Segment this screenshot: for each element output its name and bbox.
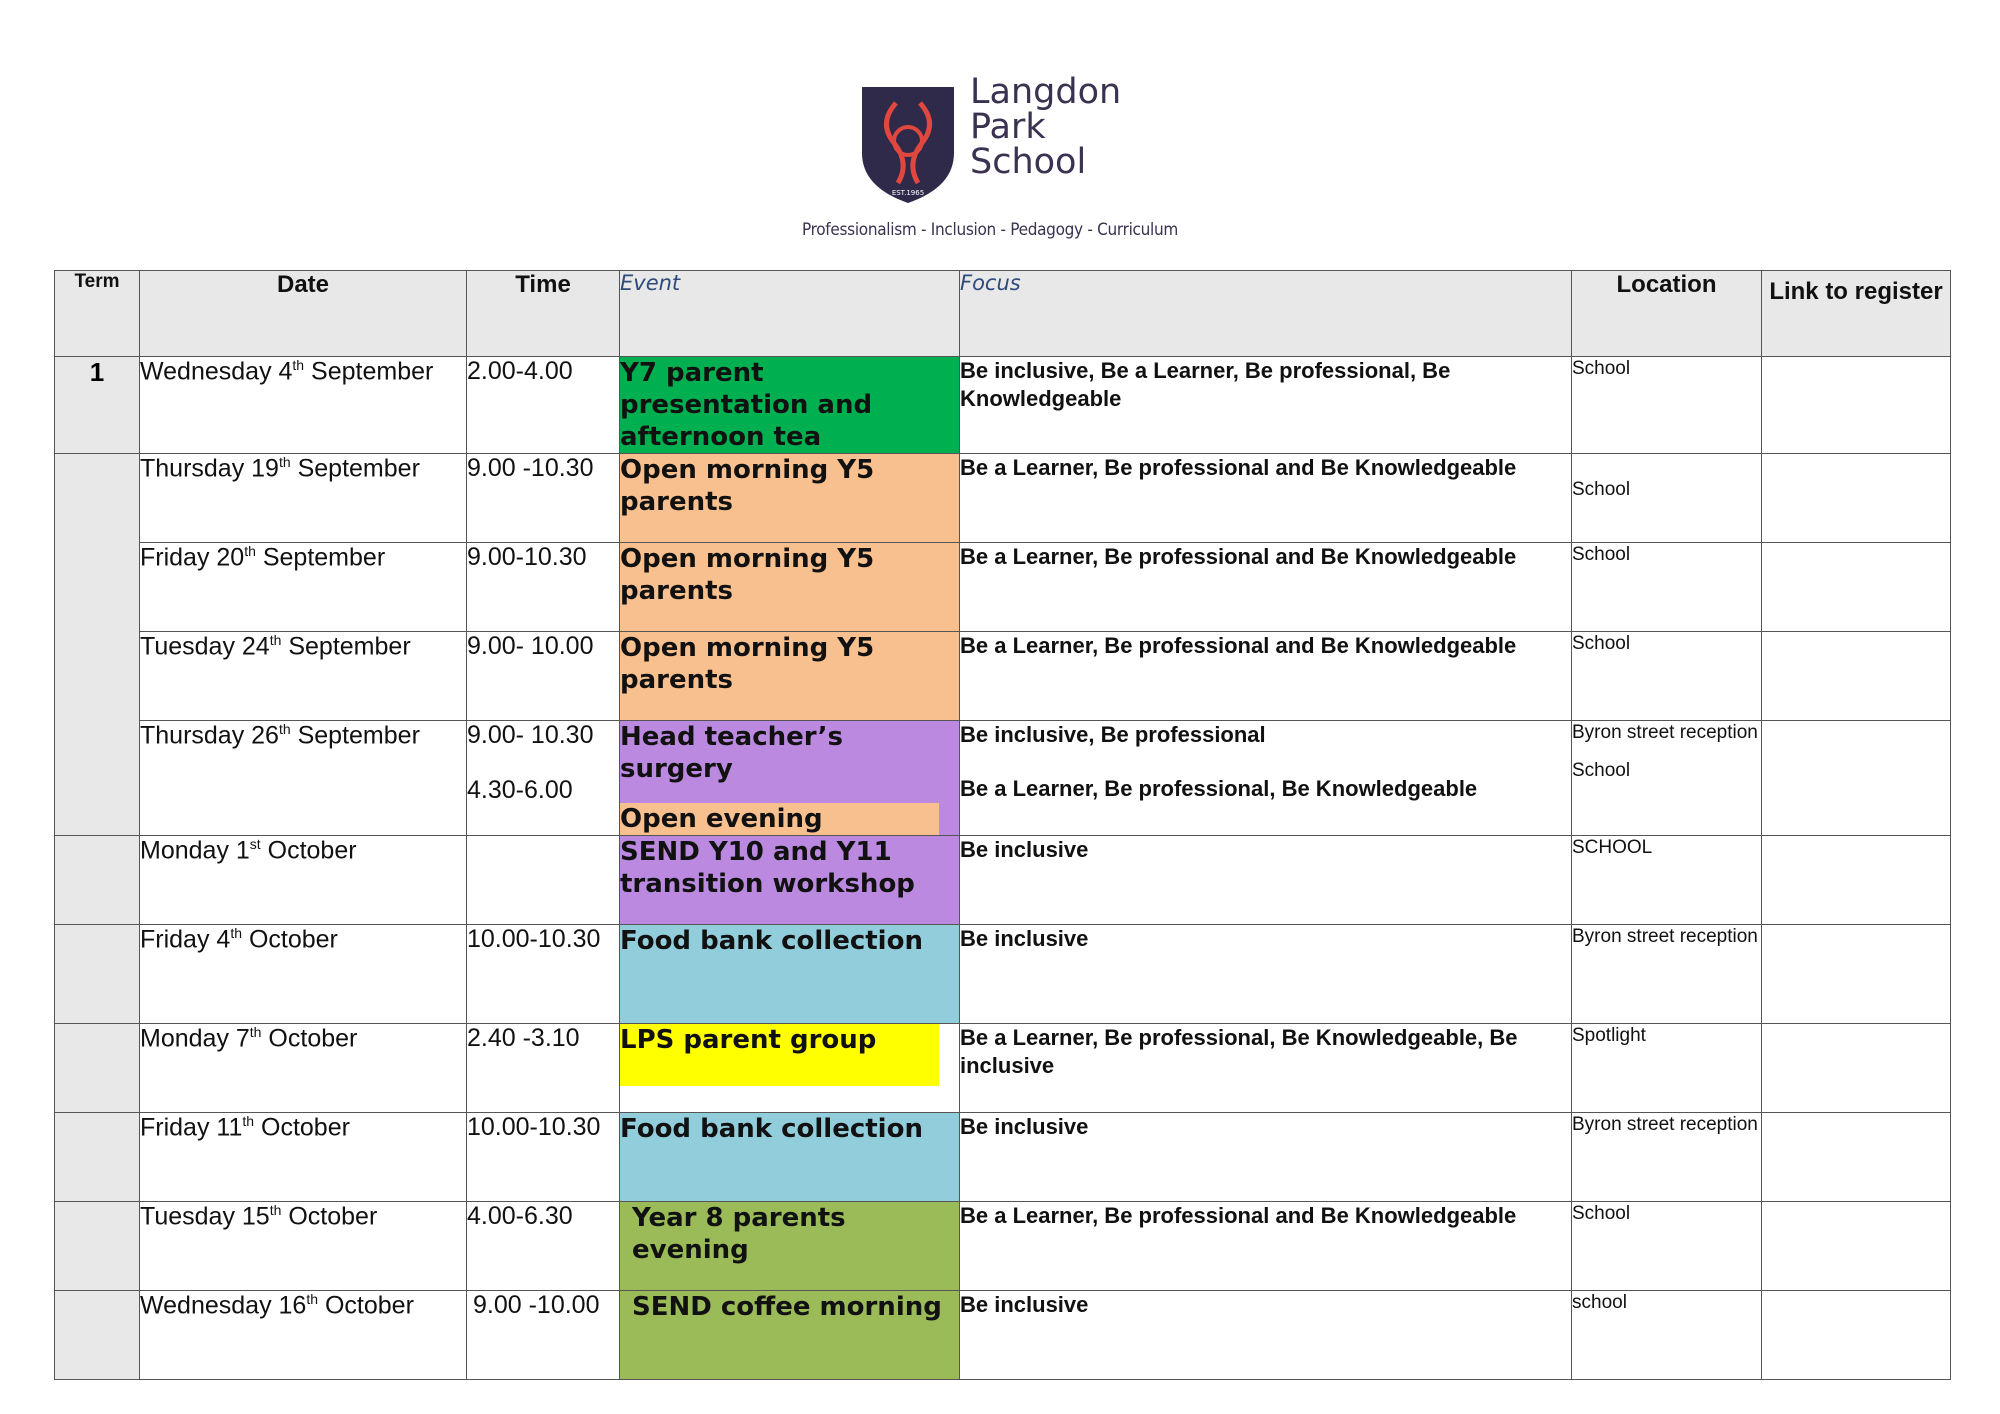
location-cell (1572, 721, 1762, 836)
date-cell: Wednesday 4th September (140, 357, 467, 454)
event-line: Head teacher’s surgery (620, 722, 844, 784)
location-cell: Byron street reception (1572, 925, 1762, 1024)
table-row (55, 1291, 1951, 1380)
register-link-cell[interactable] (1762, 1291, 1951, 1380)
table-row (55, 357, 1951, 454)
register-link-cell[interactable] (1762, 925, 1951, 1024)
focus-cell: Be inclusive (960, 1291, 1572, 1380)
column-header-date: Date (140, 271, 467, 357)
register-link-cell[interactable] (1762, 721, 1951, 836)
event-cell: Open morning Y5 parents (620, 632, 960, 721)
location-cell: Spotlight (1572, 1024, 1762, 1113)
register-link-cell[interactable] (1762, 836, 1951, 925)
event-cell: Food bank collection (620, 925, 960, 1024)
time-cell (467, 721, 620, 836)
logo-badge-text: EST.1965 (891, 189, 925, 197)
date-cell: Friday 20th September (140, 543, 467, 632)
time-cell: 9.00 -10.00 (467, 1291, 620, 1380)
location-cell: school (1572, 1291, 1762, 1380)
location-cell: Byron street reception (1572, 1113, 1762, 1202)
focus-line: Be inclusive, Be professional (960, 722, 1266, 747)
time-cell: 9.00-10.30 (467, 543, 620, 632)
events-schedule-table (54, 270, 1951, 1380)
date-cell: Thursday 26th September (140, 721, 467, 836)
location-cell: School (1572, 454, 1762, 543)
time-cell: 2.40 -3.10 (467, 1024, 620, 1113)
date-cell: Monday 1st October (140, 836, 467, 925)
date-cell: Wednesday 16th October (140, 1291, 467, 1380)
term-cell (55, 925, 140, 1024)
event-cell: Y7 parent presentation and afternoon tea (620, 357, 960, 454)
location-line: Byron street reception (1572, 722, 1758, 743)
table-row (55, 454, 1951, 543)
date-cell: Friday 11th October (140, 1113, 467, 1202)
focus-cell: Be inclusive (960, 925, 1572, 1024)
time-cell: 2.00-4.00 (467, 357, 620, 454)
time-cell: 4.00-6.30 (467, 1202, 620, 1291)
page-header (0, 72, 2000, 245)
table-row (55, 1024, 1951, 1113)
focus-cell: Be inclusive (960, 1113, 1572, 1202)
table-row (55, 1113, 1951, 1202)
event-line: Open evening (620, 803, 939, 835)
term-cell (55, 1113, 140, 1202)
focus-line: Be a Learner, Be professional, Be Knowledgeable (960, 776, 1478, 801)
location-cell: School (1572, 632, 1762, 721)
time-cell: 10.00-10.30 (467, 925, 620, 1024)
school-name-line: Langdon (970, 72, 1122, 112)
school-name (970, 72, 1122, 182)
table-row (55, 836, 1951, 925)
school-name-line: School (970, 142, 1087, 182)
date-cell: Thursday 19th September (140, 454, 467, 543)
term-cell (55, 1291, 140, 1380)
focus-cell: Be a Learner, Be professional, Be Knowledgeable, Be inclusive (960, 1024, 1572, 1113)
event-cell: SEND coffee morning (620, 1291, 960, 1380)
table-row (55, 632, 1951, 721)
table-row (55, 543, 1951, 632)
event-line: LPS parent group (620, 1024, 939, 1086)
event-cell: Year 8 parents evening (620, 1202, 960, 1291)
focus-cell: Be a Learner, Be professional and Be Knowledgeable (960, 632, 1572, 721)
date-cell: Friday 4th October (140, 925, 467, 1024)
event-cell (620, 721, 960, 836)
focus-cell: Be inclusive (960, 836, 1572, 925)
register-link-cell[interactable] (1762, 454, 1951, 543)
time-line: 4.30-6.00 (467, 776, 573, 804)
column-header-term: Term (55, 271, 140, 357)
table-row (55, 1202, 1951, 1291)
location-cell: School (1572, 1202, 1762, 1291)
time-cell: 9.00- 10.00 (467, 632, 620, 721)
register-link-cell[interactable] (1762, 1024, 1951, 1113)
table-row (55, 925, 1951, 1024)
register-link-cell[interactable] (1762, 1113, 1951, 1202)
term-cell: 1 (55, 357, 140, 454)
location-line: School (1572, 760, 1631, 781)
event-cell: Food bank collection (620, 1113, 960, 1202)
register-link-cell[interactable] (1762, 632, 1951, 721)
event-cell: SEND Y10 and Y11 transition workshop (620, 836, 960, 925)
time-cell (467, 836, 620, 925)
table-header-row (55, 271, 1951, 357)
term-cell (55, 454, 140, 836)
location-cell: School (1572, 543, 1762, 632)
table-row (55, 721, 1951, 836)
location-cell: School (1572, 357, 1762, 454)
term-cell (55, 836, 140, 925)
focus-cell: Be a Learner, Be professional and Be Knowledgeable (960, 543, 1572, 632)
date-cell: Monday 7th October (140, 1024, 467, 1113)
focus-cell: Be a Learner, Be professional and Be Knowledgeable (960, 1202, 1572, 1291)
date-cell: Tuesday 15th October (140, 1202, 467, 1291)
register-link-cell[interactable] (1762, 543, 1951, 632)
register-link-cell[interactable] (1762, 357, 1951, 454)
column-header-event: Event (620, 271, 960, 357)
event-cell: Open morning Y5 parents (620, 543, 960, 632)
term-cell (55, 1024, 140, 1113)
time-line: 9.00- 10.30 (467, 721, 594, 749)
time-cell: 10.00-10.30 (467, 1113, 620, 1202)
column-header-location: Location (1572, 271, 1762, 357)
register-link-cell[interactable] (1762, 1202, 1951, 1291)
focus-cell (960, 721, 1572, 836)
school-name-line: Park (970, 107, 1046, 147)
school-tagline: Professionalism - Inclusion - Pedagogy - Curriculum (802, 220, 1178, 240)
term-cell (55, 1202, 140, 1291)
column-header-link: Link to register (1762, 271, 1951, 357)
date-cell: Tuesday 24th September (140, 632, 467, 721)
column-header-focus: Focus (960, 271, 1572, 357)
event-cell (620, 1024, 960, 1113)
event-cell: Open morning Y5 parents (620, 454, 960, 543)
time-cell: 9.00 -10.30 (467, 454, 620, 543)
location-cell: SCHOOL (1572, 836, 1762, 925)
school-crest-logo (858, 83, 958, 207)
focus-cell: Be inclusive, Be a Learner, Be professional, Be Knowledgeable (960, 357, 1572, 454)
column-header-time: Time (467, 271, 620, 357)
focus-cell: Be a Learner, Be professional and Be Knowledgeable (960, 454, 1572, 543)
